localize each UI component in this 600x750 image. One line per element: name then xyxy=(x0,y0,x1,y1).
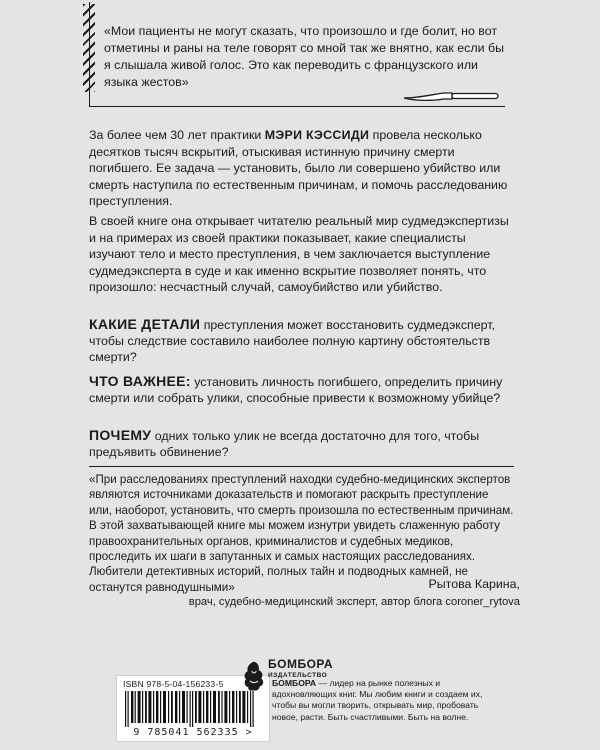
opening-quote: «Мои пациенты не могут сказать, что произошло и где болит, но вот отметины и раны на теле говорят со мной так же внятно, как если бы я слышала живой голос. Это как переводить с французского или языка жестов» xyxy=(104,24,504,89)
intro-paragraph: За более чем 30 лет практики МЭРИ КЭССИДИ провела несколько десятков тысяч вскрытий, отыскивая истинную причину смерти погибшего. Ее задача — установить, было ли совершено убийство или смерть наступила по естественным причинам, и помочь расследованию преступления. xyxy=(89,128,508,208)
isbn: ISBN 978-5-04-156233-5 xyxy=(123,679,224,689)
question-why: ПОЧЕМУ одних только улик не всегда достаточно для того, чтобы предъявить обвинение? xyxy=(89,427,480,459)
review-quote: «При расследованиях преступлений находки судебно-медицинских экспертов являются источниками доказательств и помогают раскрыть преступление или, наоборот, установить, что смерть произошла по естественным причинам. В этой захватывающей книге мы можем изнутри увидеть слаженную работу правоохранительных органов, криминалистов и судебных медиков, проследить их шаги в запутанных и самых настоящих расследованиях. Любители детективных историй, полных тайн и подводных камней, не останутся равнодушными» xyxy=(89,466,514,595)
publisher-blurb: БОМБОРА — лидер на рынке полезных и вдохновляющих книг. Мы любим книги и создаем их, чтобы вы могли творить, открывать мир, пробовать новое, расти. Быть счастливыми. Быть на волне. xyxy=(272,678,483,722)
question-important: ЧТО ВАЖНЕЕ: установить личность погибшего, определить причину смерти или собрать улики, способные привести к возможному убийце? xyxy=(89,373,503,405)
hatch-decoration xyxy=(83,4,95,92)
description-paragraph: В своей книге она открывает читателю реальный мир судмедэкспертизы и на примерах из своей практики показывает, какие специалисты изучают тело и место преступления, в чем заключается выступление судмедэксперта в суде и как именно вскрытие позволяет понять, что произошло: несчастный случай, самоубийство или убийство. xyxy=(89,214,509,294)
publisher-name: БОМБОРА xyxy=(268,657,334,671)
publisher-logo-icon xyxy=(242,658,266,694)
review-author-role: врач, судебно-медицинский эксперт, автор блога coroner_rytova xyxy=(188,596,520,608)
review-author: Рытова Карина, xyxy=(428,577,520,591)
publisher-subtitle: ИЗДАТЕЛЬСТВО xyxy=(268,672,328,679)
author-name: МЭРИ КЭССИДИ xyxy=(264,128,370,142)
scalpel-icon xyxy=(400,82,500,112)
barcode-digits: 9 785041 562335 > xyxy=(133,727,253,738)
barcode-bars xyxy=(123,691,263,727)
question-details: КАКИЕ ДЕТАЛИ преступления может восстановить судмедэксперт, чтобы следствие составило наиболее полную картину обстоятельств смерти? xyxy=(89,316,496,364)
